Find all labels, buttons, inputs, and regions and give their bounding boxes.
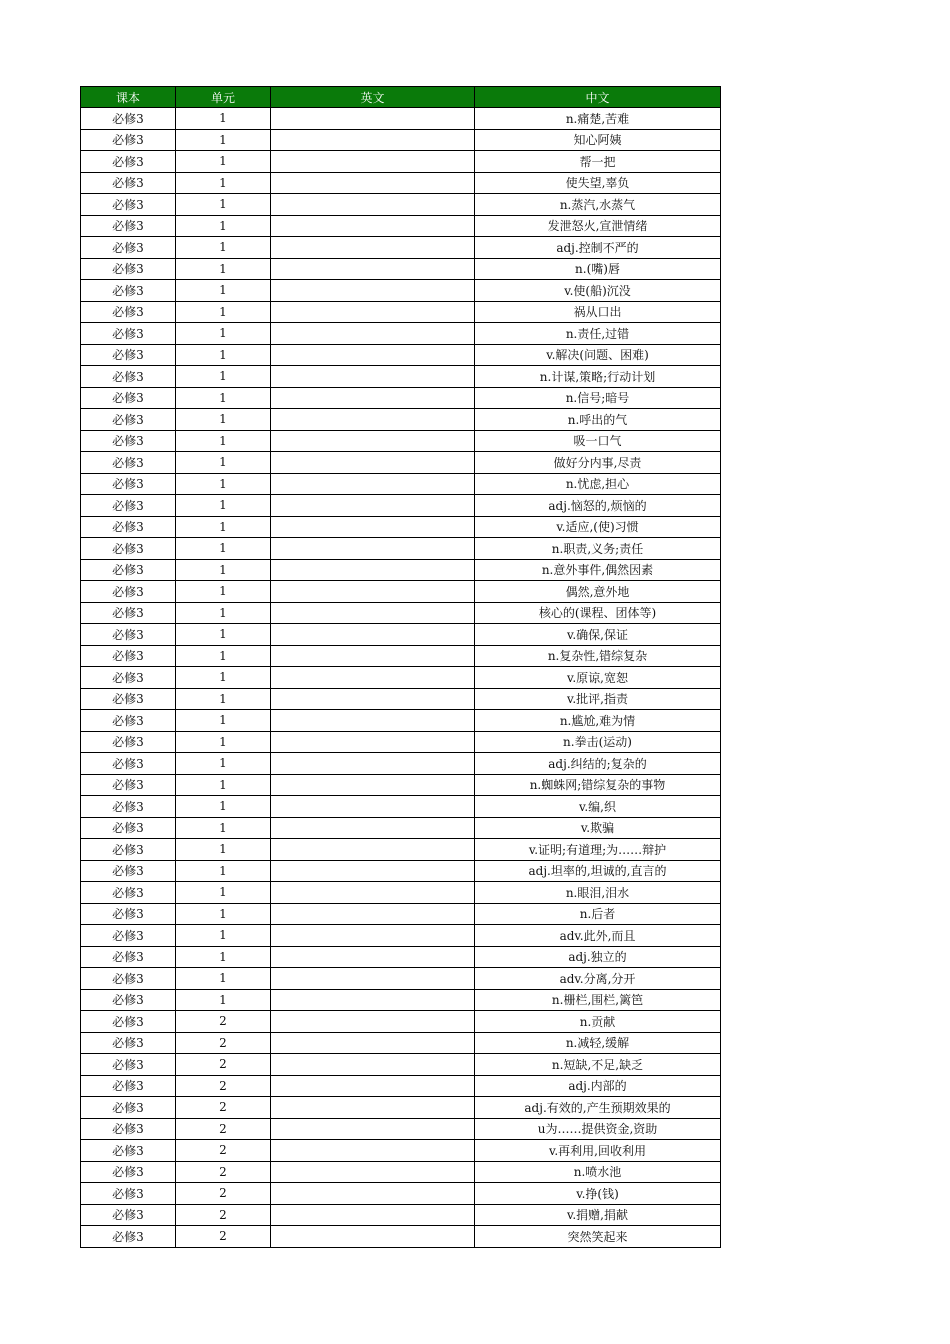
cell-english[interactable] — [271, 280, 475, 302]
cell-english[interactable] — [271, 688, 475, 710]
table-row — [81, 731, 721, 753]
cell-chinese[interactable]: adj.有效的,产生预期效果的 — [475, 1097, 721, 1119]
cell-unit[interactable]: 1 — [176, 774, 271, 796]
cell-chinese[interactable]: adj.独立的 — [475, 946, 721, 968]
cell-unit[interactable]: 1 — [176, 129, 271, 151]
cell-english[interactable] — [271, 194, 475, 216]
table-row — [81, 1118, 721, 1140]
cell-unit[interactable]: 2 — [176, 1075, 271, 1097]
table-row — [81, 258, 721, 280]
table-row — [81, 882, 721, 904]
table-row — [81, 1161, 721, 1183]
table-row — [81, 409, 721, 431]
table-row — [81, 645, 721, 667]
table-row — [81, 817, 721, 839]
cell-unit[interactable]: 1 — [176, 688, 271, 710]
cell-textbook[interactable]: 必修3 — [81, 430, 176, 452]
cell-english[interactable] — [271, 774, 475, 796]
cell-chinese[interactable]: 使失望,辜负 — [475, 172, 721, 194]
header-chinese[interactable]: 中文 — [475, 87, 721, 108]
cell-unit[interactable]: 1 — [176, 968, 271, 990]
table-row — [81, 968, 721, 990]
cell-english[interactable] — [271, 817, 475, 839]
cell-unit[interactable]: 1 — [176, 452, 271, 474]
vocabulary-table — [80, 86, 721, 1248]
cell-chinese[interactable]: 突然笑起来 — [475, 1226, 721, 1248]
cell-english[interactable] — [271, 860, 475, 882]
cell-textbook[interactable]: 必修3 — [81, 1011, 176, 1033]
cell-textbook[interactable]: 必修3 — [81, 946, 176, 968]
cell-unit[interactable]: 1 — [176, 237, 271, 259]
cell-unit[interactable]: 1 — [176, 796, 271, 818]
cell-chinese[interactable]: n.复杂性,错综复杂 — [475, 645, 721, 667]
cell-english[interactable] — [271, 258, 475, 280]
cell-textbook[interactable]: 必修3 — [81, 215, 176, 237]
cell-chinese[interactable]: n.痛楚,苦难 — [475, 108, 721, 130]
table-row — [81, 774, 721, 796]
cell-english[interactable] — [271, 925, 475, 947]
cell-textbook[interactable]: 必修3 — [81, 301, 176, 323]
cell-unit[interactable]: 1 — [176, 194, 271, 216]
cell-textbook[interactable]: 必修3 — [81, 1183, 176, 1205]
cell-unit[interactable]: 1 — [176, 753, 271, 775]
cell-chinese[interactable]: v.编,织 — [475, 796, 721, 818]
cell-textbook[interactable]: 必修3 — [81, 839, 176, 861]
cell-unit[interactable]: 1 — [176, 989, 271, 1011]
header-unit[interactable]: 单元 — [176, 87, 271, 108]
cell-chinese[interactable]: n.计谋,策略;行动计划 — [475, 366, 721, 388]
cell-unit[interactable]: 1 — [176, 430, 271, 452]
cell-textbook[interactable]: 必修3 — [81, 1032, 176, 1054]
cell-textbook[interactable]: 必修3 — [81, 495, 176, 517]
cell-chinese[interactable]: v.确保,保证 — [475, 624, 721, 646]
cell-textbook[interactable]: 必修3 — [81, 1075, 176, 1097]
cell-textbook[interactable]: 必修3 — [81, 387, 176, 409]
table-row — [81, 473, 721, 495]
cell-chinese[interactable]: 偶然,意外地 — [475, 581, 721, 603]
cell-textbook[interactable]: 必修3 — [81, 108, 176, 130]
cell-chinese[interactable]: n.眼泪,泪水 — [475, 882, 721, 904]
cell-english[interactable] — [271, 667, 475, 689]
cell-chinese[interactable]: adj.恼怒的,烦恼的 — [475, 495, 721, 517]
cell-chinese[interactable]: n.减轻,缓解 — [475, 1032, 721, 1054]
cell-english[interactable] — [271, 387, 475, 409]
cell-unit[interactable]: 1 — [176, 409, 271, 431]
table-row — [81, 753, 721, 775]
table-row — [81, 1011, 721, 1033]
cell-unit[interactable]: 1 — [176, 151, 271, 173]
cell-unit[interactable]: 1 — [176, 215, 271, 237]
cell-english[interactable] — [271, 602, 475, 624]
header-english[interactable]: 英文 — [271, 87, 475, 108]
cell-chinese[interactable]: v.适应,(使)习惯 — [475, 516, 721, 538]
table-row — [81, 839, 721, 861]
cell-chinese[interactable]: n.喷水池 — [475, 1161, 721, 1183]
cell-unit[interactable]: 2 — [176, 1054, 271, 1076]
cell-textbook[interactable]: 必修3 — [81, 667, 176, 689]
cell-textbook[interactable]: 必修3 — [81, 1140, 176, 1162]
cell-textbook[interactable]: 必修3 — [81, 989, 176, 1011]
cell-english[interactable] — [271, 1161, 475, 1183]
cell-unit[interactable]: 2 — [176, 1097, 271, 1119]
cell-chinese[interactable]: v.再利用,回收利用 — [475, 1140, 721, 1162]
cell-textbook[interactable]: 必修3 — [81, 1161, 176, 1183]
cell-chinese[interactable]: n.蒸汽,水蒸气 — [475, 194, 721, 216]
cell-unit[interactable]: 1 — [176, 903, 271, 925]
cell-english[interactable] — [271, 215, 475, 237]
table-row — [81, 946, 721, 968]
cell-english[interactable] — [271, 882, 475, 904]
cell-english[interactable] — [271, 968, 475, 990]
cell-english[interactable] — [271, 366, 475, 388]
table-row — [81, 323, 721, 345]
cell-english[interactable] — [271, 1226, 475, 1248]
cell-textbook[interactable]: 必修3 — [81, 903, 176, 925]
cell-unit[interactable]: 2 — [176, 1161, 271, 1183]
cell-english[interactable] — [271, 1075, 475, 1097]
cell-unit[interactable]: 1 — [176, 387, 271, 409]
cell-textbook[interactable]: 必修3 — [81, 753, 176, 775]
table-row — [81, 559, 721, 581]
cell-chinese[interactable]: n.信号;暗号 — [475, 387, 721, 409]
cell-english[interactable] — [271, 151, 475, 173]
header-textbook[interactable]: 课本 — [81, 87, 176, 108]
table-row — [81, 860, 721, 882]
cell-chinese[interactable]: v.挣(钱) — [475, 1183, 721, 1205]
cell-unit[interactable]: 1 — [176, 946, 271, 968]
table-row — [81, 301, 721, 323]
cell-chinese[interactable]: n.责任,过错 — [475, 323, 721, 345]
table-row — [81, 624, 721, 646]
cell-unit[interactable]: 2 — [176, 1032, 271, 1054]
cell-textbook[interactable]: 必修3 — [81, 688, 176, 710]
table-row — [81, 581, 721, 603]
table-row — [81, 516, 721, 538]
cell-chinese[interactable]: v.批评,指责 — [475, 688, 721, 710]
cell-textbook[interactable]: 必修3 — [81, 323, 176, 345]
cell-chinese[interactable]: 祸从口出 — [475, 301, 721, 323]
cell-unit[interactable]: 2 — [176, 1118, 271, 1140]
cell-unit[interactable]: 1 — [176, 817, 271, 839]
cell-textbook[interactable]: 必修3 — [81, 710, 176, 732]
cell-unit[interactable]: 1 — [176, 860, 271, 882]
cell-unit[interactable]: 1 — [176, 710, 271, 732]
table-row — [81, 1097, 721, 1119]
cell-chinese[interactable]: 帮一把 — [475, 151, 721, 173]
cell-chinese[interactable]: 做好分内事,尽责 — [475, 452, 721, 474]
table-row — [81, 366, 721, 388]
table-row — [81, 1226, 721, 1248]
cell-chinese[interactable]: adj.内部的 — [475, 1075, 721, 1097]
cell-unit[interactable]: 1 — [176, 538, 271, 560]
cell-textbook[interactable]: 必修3 — [81, 817, 176, 839]
table-row — [81, 344, 721, 366]
cell-textbook[interactable]: 必修3 — [81, 237, 176, 259]
cell-textbook[interactable]: 必修3 — [81, 602, 176, 624]
cell-chinese[interactable]: n.短缺,不足,缺乏 — [475, 1054, 721, 1076]
cell-textbook[interactable]: 必修3 — [81, 344, 176, 366]
cell-english[interactable] — [271, 1011, 475, 1033]
cell-chinese[interactable]: v.证明;有道理;为……辩护 — [475, 839, 721, 861]
table-row — [81, 1032, 721, 1054]
cell-english[interactable] — [271, 624, 475, 646]
cell-english[interactable] — [271, 409, 475, 431]
cell-unit[interactable]: 1 — [176, 172, 271, 194]
cell-unit[interactable]: 1 — [176, 839, 271, 861]
table-row — [81, 237, 721, 259]
cell-textbook[interactable]: 必修3 — [81, 581, 176, 603]
table-row — [81, 215, 721, 237]
cell-english[interactable] — [271, 172, 475, 194]
cell-chinese[interactable]: n.拳击(运动) — [475, 731, 721, 753]
cell-unit[interactable]: 1 — [176, 323, 271, 345]
table-row — [81, 1140, 721, 1162]
cell-unit[interactable]: 2 — [176, 1140, 271, 1162]
cell-unit[interactable]: 1 — [176, 925, 271, 947]
cell-textbook[interactable]: 必修3 — [81, 129, 176, 151]
cell-unit[interactable]: 1 — [176, 473, 271, 495]
cell-english[interactable] — [271, 903, 475, 925]
cell-textbook[interactable]: 必修3 — [81, 516, 176, 538]
cell-chinese[interactable]: n.尴尬,难为情 — [475, 710, 721, 732]
cell-english[interactable] — [271, 753, 475, 775]
cell-english[interactable] — [271, 1097, 475, 1119]
cell-chinese[interactable]: adv.分离,分开 — [475, 968, 721, 990]
cell-textbook[interactable]: 必修3 — [81, 194, 176, 216]
cell-english[interactable] — [271, 989, 475, 1011]
cell-unit[interactable]: 1 — [176, 280, 271, 302]
cell-textbook[interactable]: 必修3 — [81, 624, 176, 646]
cell-textbook[interactable]: 必修3 — [81, 151, 176, 173]
cell-english[interactable] — [271, 1054, 475, 1076]
table-row — [81, 1204, 721, 1226]
cell-textbook[interactable]: 必修3 — [81, 882, 176, 904]
table-row — [81, 151, 721, 173]
cell-unit[interactable]: 1 — [176, 108, 271, 130]
table-row — [81, 495, 721, 517]
cell-english[interactable] — [271, 516, 475, 538]
cell-textbook[interactable]: 必修3 — [81, 559, 176, 581]
cell-english[interactable] — [271, 430, 475, 452]
cell-unit[interactable]: 2 — [176, 1204, 271, 1226]
table-row — [81, 602, 721, 624]
cell-textbook[interactable]: 必修3 — [81, 366, 176, 388]
cell-unit[interactable]: 1 — [176, 882, 271, 904]
table-row — [81, 430, 721, 452]
cell-chinese[interactable]: v.捐赠,捐献 — [475, 1204, 721, 1226]
cell-unit[interactable]: 1 — [176, 516, 271, 538]
cell-textbook[interactable]: 必修3 — [81, 1097, 176, 1119]
cell-chinese[interactable]: 发泄怒火,宣泄情绪 — [475, 215, 721, 237]
cell-chinese[interactable]: adv.此外,而且 — [475, 925, 721, 947]
cell-textbook[interactable]: 必修3 — [81, 860, 176, 882]
cell-textbook[interactable]: 必修3 — [81, 538, 176, 560]
cell-chinese[interactable]: 核心的(课程、团体等) — [475, 602, 721, 624]
cell-unit[interactable]: 1 — [176, 624, 271, 646]
cell-chinese[interactable]: v.原谅,宽恕 — [475, 667, 721, 689]
cell-english[interactable] — [271, 645, 475, 667]
cell-english[interactable] — [271, 796, 475, 818]
table-row — [81, 989, 721, 1011]
cell-textbook[interactable]: 必修3 — [81, 925, 176, 947]
cell-chinese[interactable]: 知心阿姨 — [475, 129, 721, 151]
table-row — [81, 903, 721, 925]
cell-english[interactable] — [271, 323, 475, 345]
cell-english[interactable] — [271, 1204, 475, 1226]
cell-textbook[interactable]: 必修3 — [81, 731, 176, 753]
table-row — [81, 688, 721, 710]
cell-english[interactable] — [271, 559, 475, 581]
header-row — [81, 87, 721, 108]
cell-english[interactable] — [271, 108, 475, 130]
cell-unit[interactable]: 1 — [176, 645, 271, 667]
cell-chinese[interactable]: n.(嘴)唇 — [475, 258, 721, 280]
table-row — [81, 796, 721, 818]
cell-english[interactable] — [271, 1183, 475, 1205]
cell-unit[interactable]: 1 — [176, 581, 271, 603]
cell-chinese[interactable]: n.职责,义务;责任 — [475, 538, 721, 560]
cell-textbook[interactable]: 必修3 — [81, 774, 176, 796]
cell-english[interactable] — [271, 495, 475, 517]
cell-english[interactable] — [271, 538, 475, 560]
cell-chinese[interactable]: n.蜘蛛网;错综复杂的事物 — [475, 774, 721, 796]
cell-english[interactable] — [271, 581, 475, 603]
cell-textbook[interactable]: 必修3 — [81, 258, 176, 280]
cell-english[interactable] — [271, 710, 475, 732]
table-row — [81, 387, 721, 409]
cell-chinese[interactable]: v.使(船)沉没 — [475, 280, 721, 302]
cell-chinese[interactable]: v.解决(问题、困难) — [475, 344, 721, 366]
cell-chinese[interactable]: adj.坦率的,坦诚的,直言的 — [475, 860, 721, 882]
cell-english[interactable] — [271, 344, 475, 366]
cell-textbook[interactable]: 必修3 — [81, 473, 176, 495]
cell-chinese[interactable]: n.忧虑,担心 — [475, 473, 721, 495]
cell-textbook[interactable]: 必修3 — [81, 1054, 176, 1076]
cell-chinese[interactable]: n.意外事件,偶然因素 — [475, 559, 721, 581]
cell-chinese[interactable]: v.欺骗 — [475, 817, 721, 839]
cell-chinese[interactable]: adj.纠结的;复杂的 — [475, 753, 721, 775]
cell-unit[interactable]: 1 — [176, 495, 271, 517]
cell-textbook[interactable]: 必修3 — [81, 968, 176, 990]
cell-unit[interactable]: 2 — [176, 1183, 271, 1205]
cell-unit[interactable]: 1 — [176, 258, 271, 280]
table-row — [81, 1054, 721, 1076]
cell-english[interactable] — [271, 1118, 475, 1140]
table-row — [81, 538, 721, 560]
cell-english[interactable] — [271, 731, 475, 753]
table-row — [81, 108, 721, 130]
cell-english[interactable] — [271, 301, 475, 323]
cell-textbook[interactable]: 必修3 — [81, 452, 176, 474]
cell-chinese[interactable]: n.栅栏,围栏,篱笆 — [475, 989, 721, 1011]
table-row — [81, 129, 721, 151]
cell-unit[interactable]: 1 — [176, 602, 271, 624]
cell-unit[interactable]: 1 — [176, 731, 271, 753]
cell-chinese[interactable]: 吸一口气 — [475, 430, 721, 452]
table-row — [81, 280, 721, 302]
cell-chinese[interactable]: adj.控制不严的 — [475, 237, 721, 259]
cell-english[interactable] — [271, 452, 475, 474]
cell-english[interactable] — [271, 129, 475, 151]
cell-textbook[interactable]: 必修3 — [81, 1118, 176, 1140]
cell-unit[interactable]: 1 — [176, 301, 271, 323]
cell-textbook[interactable]: 必修3 — [81, 645, 176, 667]
cell-english[interactable] — [271, 946, 475, 968]
cell-english[interactable] — [271, 237, 475, 259]
cell-chinese[interactable]: n.后者 — [475, 903, 721, 925]
cell-textbook[interactable]: 必修3 — [81, 280, 176, 302]
cell-textbook[interactable]: 必修3 — [81, 796, 176, 818]
table-row — [81, 194, 721, 216]
cell-unit[interactable]: 1 — [176, 667, 271, 689]
table-row — [81, 925, 721, 947]
cell-textbook[interactable]: 必修3 — [81, 1204, 176, 1226]
table-row — [81, 710, 721, 732]
cell-textbook[interactable]: 必修3 — [81, 172, 176, 194]
table-row — [81, 1075, 721, 1097]
cell-chinese[interactable]: n.呼出的气 — [475, 409, 721, 431]
cell-unit[interactable]: 2 — [176, 1011, 271, 1033]
cell-english[interactable] — [271, 473, 475, 495]
cell-textbook[interactable]: 必修3 — [81, 409, 176, 431]
cell-english[interactable] — [271, 1032, 475, 1054]
table-row — [81, 667, 721, 689]
cell-chinese[interactable]: n.贡献 — [475, 1011, 721, 1033]
cell-english[interactable] — [271, 1140, 475, 1162]
table-row — [81, 452, 721, 474]
table-row — [81, 1183, 721, 1205]
cell-english[interactable] — [271, 839, 475, 861]
cell-textbook[interactable]: 必修3 — [81, 1226, 176, 1248]
cell-unit[interactable]: 1 — [176, 366, 271, 388]
table-row — [81, 172, 721, 194]
cell-unit[interactable]: 1 — [176, 344, 271, 366]
cell-chinese[interactable]: u为……提供资金,资助 — [475, 1118, 721, 1140]
cell-unit[interactable]: 2 — [176, 1226, 271, 1248]
cell-unit[interactable]: 1 — [176, 559, 271, 581]
